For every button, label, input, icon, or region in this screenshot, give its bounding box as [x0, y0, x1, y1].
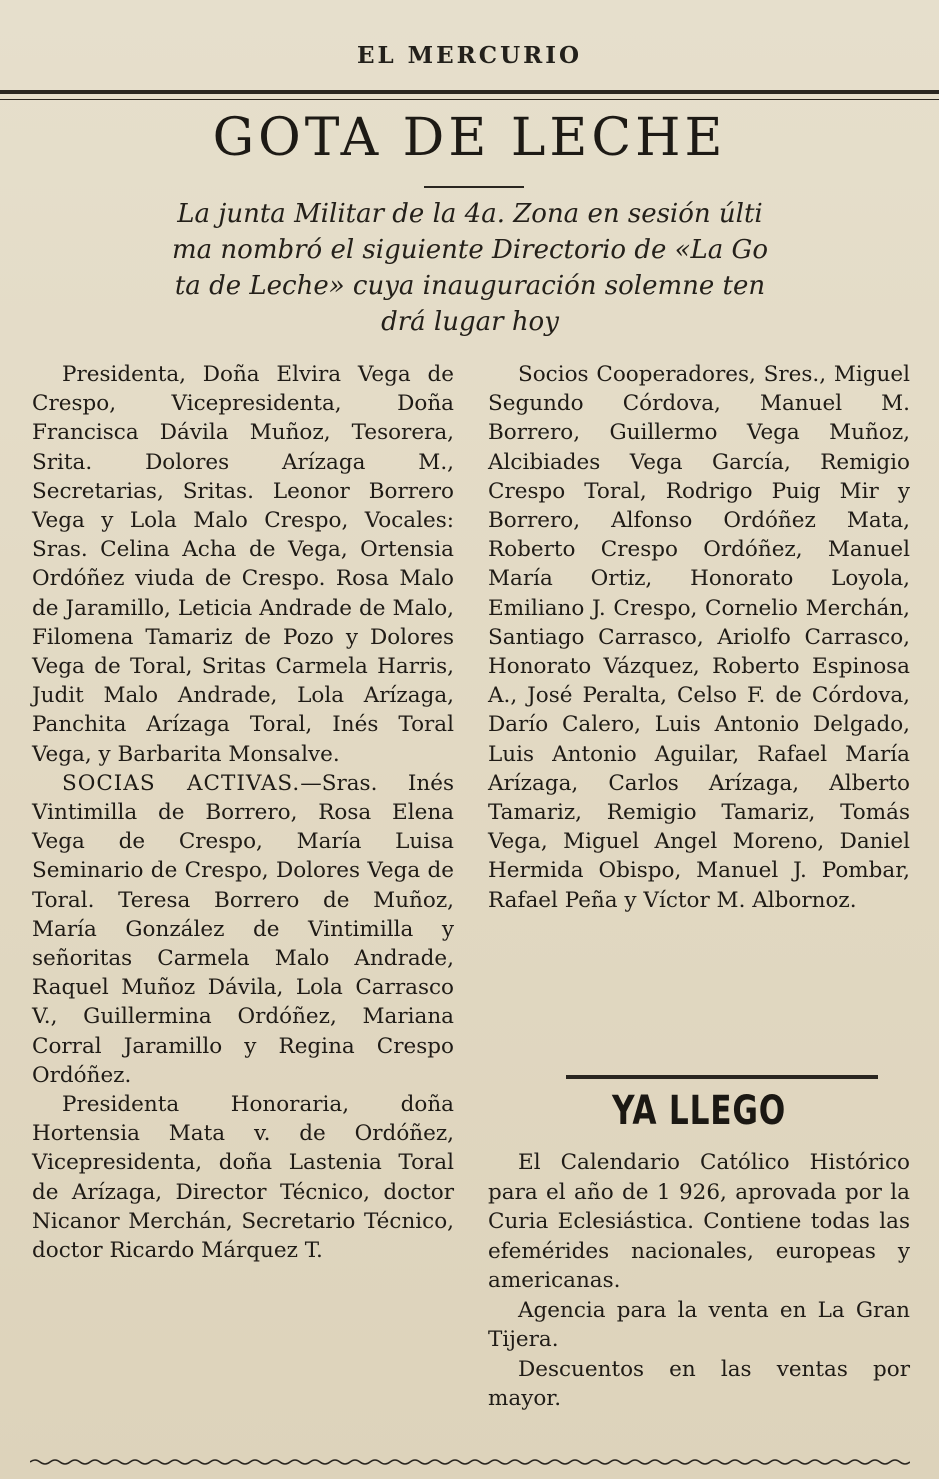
- directory-paragraph: Presidenta, Doña Elvira Vega de Crespo, Vicepresidenta, Doña Francisca Dávila Muñoz, Tesorera, Srita. Dolores Arízaga M., Secretarias, Sritas. Leonor Borrero Vega y Lola Malo Crespo, Vocales: Sras. Celina Acha de Vega, Ortensia Ordóñez viuda de Crespo. Rosa Malo de Jaramillo, Leticia Andrade de Malo, Filomena Tamariz de Pozo y Dolores Vega de Toral, Sritas Carmela Harris, Judit Malo Andrade, Lola Arízaga, Panchita Arízaga Toral, Inés Toral Vega, y Barbarita Monsalve.: [32, 362, 454, 767]
- bottom-wavy-rule: [30, 1458, 910, 1466]
- honorary-paragraph: Presidenta Honoraria, doña Hortensia Mata v. de Ordóñez, Vicepresidenta, doña Lastenia Toral de Arízaga, Director Técnico, doctor Nicanor Merchán, Secretario Técnico, doctor Ricardo Márquez T.: [32, 1092, 454, 1264]
- top-rule-thin: [0, 99, 939, 100]
- socias-heading: SOCIAS ACTIVAS.: [62, 770, 301, 796]
- ad-paragraph: Descuentos en las ventas por mayor.: [488, 1356, 910, 1411]
- subhead-line: drá lugar hoy: [381, 307, 559, 337]
- subhead-line: ta de Leche» cuya inauguración solemne ten: [174, 271, 766, 301]
- ad-title: YA LLEGO: [611, 1088, 787, 1134]
- ad-body: [488, 1148, 910, 1414]
- right-column: [488, 360, 910, 915]
- socias-activas-paragraph: [32, 769, 454, 1090]
- socias-list: —Sras. Inés Vintimilla de Borrero, Rosa Elena Vega de Crespo, María Luisa Seminario de Crespo, Dolores Vega de Toral. Teresa Borrero de Muñoz, María González de Vintimilla y señoritas Carmela Malo Andrade, Raquel Muñoz Dávila, Lola Carrasco V., Guillermina Ordóñez, Mariana Corral Jaramillo y Regina Crespo Ordóñez.: [32, 770, 454, 1088]
- subhead: [30, 196, 910, 340]
- socios-cooperadores-paragraph: Socios Cooperadores, Sres., Miguel Segundo Córdova, Manuel M. Borrero, Guillermo Vega Muñoz, Alcibiades Vega García, Remigio Crespo Toral, Rodrigo Puig Mir y Borrero, Alfonso Ordóñez Mata, Roberto Crespo Ordóñez, Manuel María Ortiz, Honorato Loyola, Emiliano J. Crespo, Cornelio Merchán, Santiago Carrasco, Ariolfo Carrasco, Honorato Vázquez, Roberto Espinosa A., José Peralta, Celso F. de Córdova, Darío Calero, Luis Antonio Delgado, Luis Antonio Aguilar, Rafael María Arízaga, Carlos Arízaga, Alberto Tamariz, Remigio Tamariz, Tomás Vega, Miguel Angel Moreno, Daniel Hermida Obispo, Manuel J. Pombar, Rafael Peña y Víctor M. Albornoz.: [488, 362, 910, 913]
- subhead-line: La junta Militar de la 4a. Zona en sesión últi: [177, 199, 763, 229]
- left-column: [32, 360, 454, 1265]
- ad-paragraph: Agencia para la venta en La Gran Tijera.: [488, 1297, 910, 1352]
- subhead-line: ma nombró el siguiente Directorio de «La Go: [172, 235, 768, 265]
- headline-divider: [424, 186, 524, 188]
- ad-divider: [566, 1075, 878, 1079]
- masthead: EL MERCURIO: [356, 42, 583, 69]
- headline: GOTA DE LECHE: [212, 108, 727, 168]
- ad-paragraph: El Calendario Católico Histórico para el año de 1 926, aprovada por la Curia Eclesiástica. Contiene todas las efemérides nacionales, europeas y americanas.: [488, 1150, 910, 1293]
- top-rule-thick: [0, 90, 939, 94]
